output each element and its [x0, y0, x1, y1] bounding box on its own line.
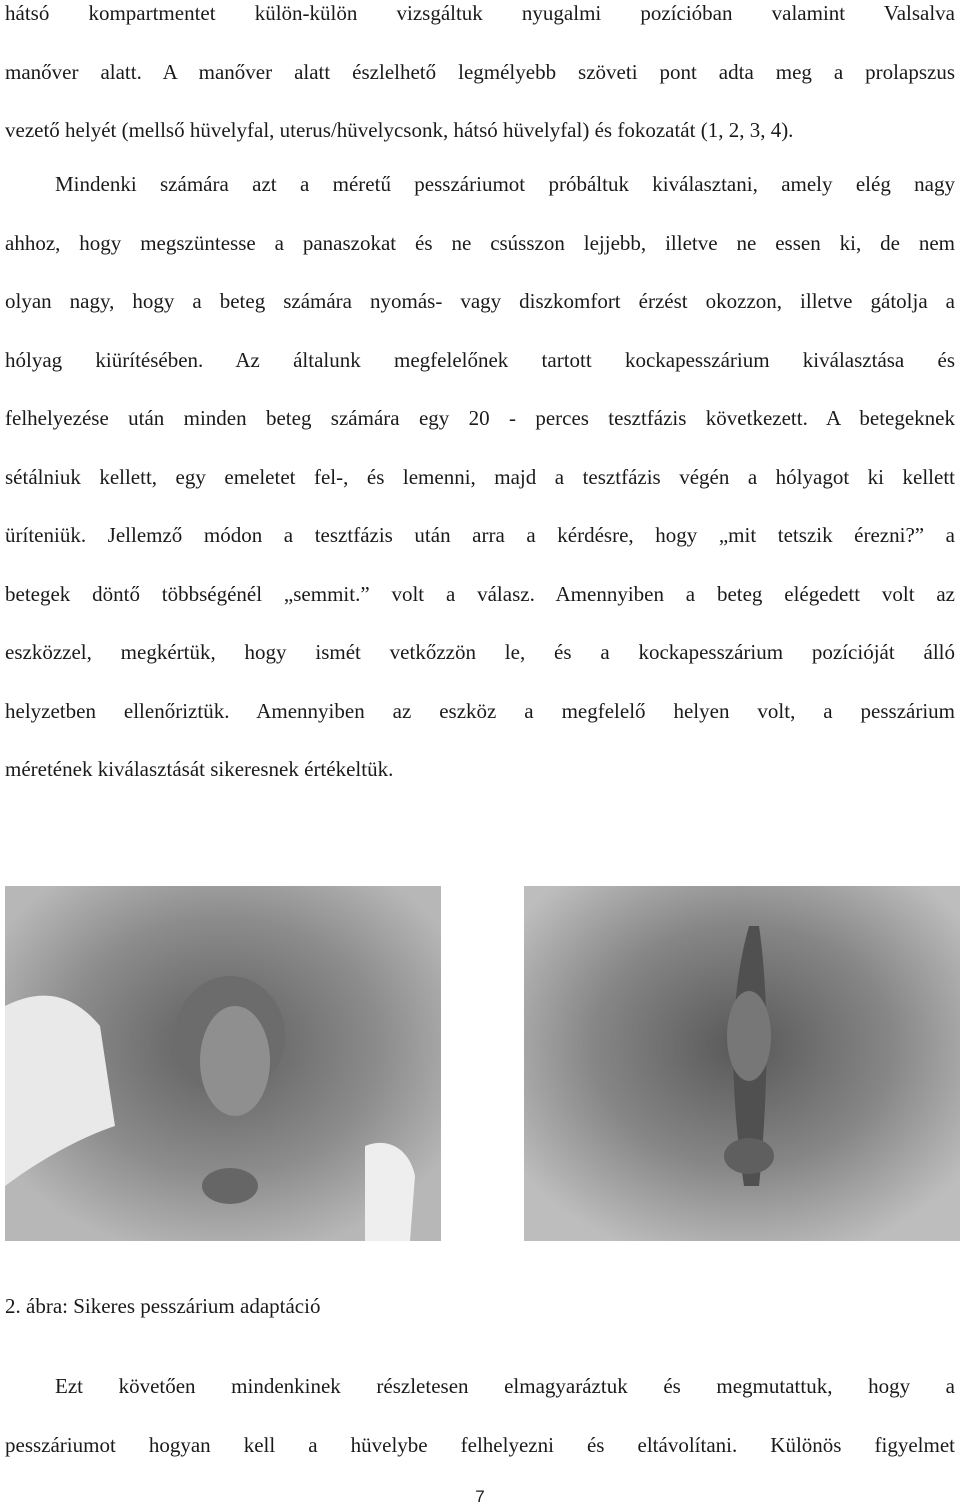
- figure-caption: 2. ábra: Sikeres pesszárium adaptáció: [5, 1294, 321, 1318]
- paragraph-line: pesszáriumot hogyan kell a hüvelybe felhelyezni és eltávolítani. Különös figyelmet: [5, 1432, 955, 1457]
- paragraph-line: sétálniuk kellett, egy emeletet fel-, és lemenni, majd a tesztfázis végén a hólyagot ki kellett: [5, 464, 955, 489]
- figure-photo-after: [524, 886, 960, 1241]
- clinical-photo-placeholder: [5, 886, 441, 1241]
- paragraph-line: manőver alatt. A manőver alatt észlelhető legmélyebb szöveti pont adta meg a prolapszus: [5, 59, 955, 84]
- page-number: 7: [475, 1487, 485, 1506]
- paragraph-line: üríteniük. Jellemző módon a tesztfázis után arra a kérdésre, hogy „mit tetszik érezni?” a: [5, 523, 955, 547]
- paragraph-line: olyan nagy, hogy a beteg számára nyomás- vagy diszkomfort érzést okozzon, illetve gátolja a: [5, 289, 955, 313]
- clinical-photo-placeholder: [524, 886, 960, 1241]
- paragraph-line: méretének kiválasztását sikeresnek értékeltük.: [5, 757, 394, 781]
- paragraph-3: [5, 1357, 955, 1474]
- paragraph-line: hólyag kiürítésében. Az általunk megfelelőnek tartott kockapesszárium kiválasztása és: [5, 347, 955, 372]
- paragraph-line: betegek döntő többségénél „semmit.” volt a válasz. Amennyiben a beteg elégedett volt az: [5, 581, 955, 606]
- paragraph-line: felhelyezése után minden beteg számára egy 20 - perces tesztfázis következett. A betegeknek: [5, 406, 955, 430]
- paragraph-line: ahhoz, hogy megszüntesse a panaszokat és ne csússzon lejjebb, illetve ne essen ki, de nem: [5, 230, 955, 255]
- paragraph-line: Ezt követően mindenkinek részletesen elmagyaráztuk és megmutattuk, hogy a: [55, 1374, 955, 1398]
- paragraph-line: Mindenki számára azt a méretű pesszáriumot próbáltuk kiválasztani, amely elég nagy: [55, 172, 955, 196]
- paragraph-1: [5, 0, 955, 160]
- figure-photo-before: [5, 886, 441, 1241]
- paragraph-line: hátsó kompartmentet külön-külön vizsgáltuk nyugalmi pozícióban valamint Valsalva: [5, 1, 955, 25]
- paragraph-line: helyzetben ellenőriztük. Amennyiben az eszköz a megfelelő helyen volt, a pesszárium: [5, 698, 955, 723]
- paragraph-line: vezető helyét (mellső hüvelyfal, uterus/hüvelycsonk, hátsó hüvelyfal) és fokozatát (1, 2, 3, 4).: [5, 118, 794, 142]
- paragraph-line: eszközzel, megkértük, hogy ismét vetkőzzön le, és a kockapesszárium pozícióját álló: [5, 640, 955, 664]
- paragraph-2: [5, 155, 955, 799]
